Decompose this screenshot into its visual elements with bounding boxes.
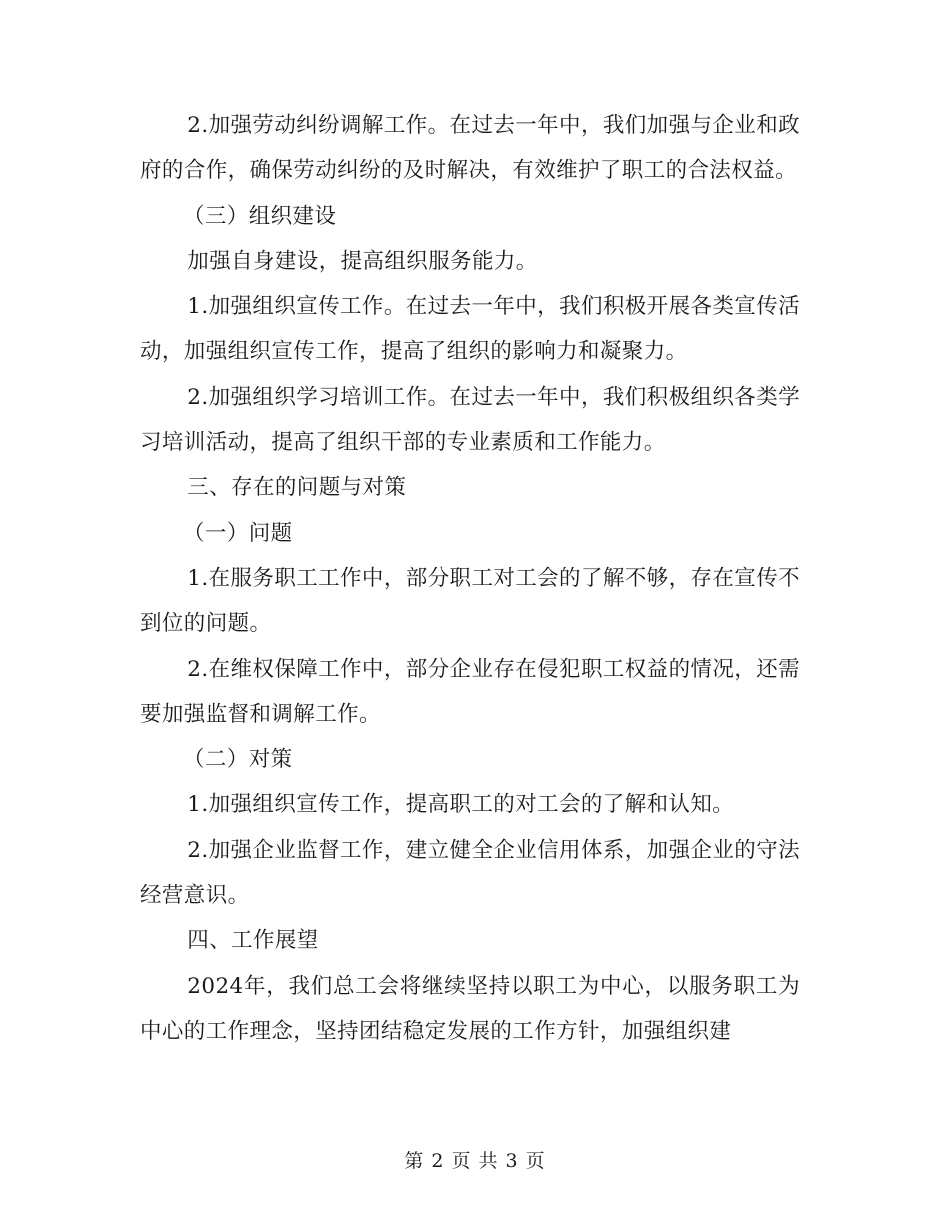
section-heading-problems: 三、存在的问题与对策 (187, 475, 407, 501)
paragraph-self-building: 加强自身建设，提高组织服务能力。 (187, 248, 538, 274)
paragraph-outlook: 2024年，我们总工会将继续坚持以职工为中心，以服务职工为中心的工作理念，坚持团结稳定发展的工作方针，加强组织建 (140, 973, 800, 1044)
paragraph-measure-1: 1.加强组织宣传工作，提高职工的对工会的了解和认知。 (187, 792, 735, 818)
section-heading-organization: （三）组织建设 (183, 203, 337, 229)
subheading-problems: （一）问题 (183, 520, 293, 546)
paragraph-problem-1: 1.在服务职工工作中，部分职工对工会的了解不够，存在宣传不到位的问题。 (140, 565, 800, 637)
paragraph-publicity: 1.加强组织宣传工作。在过去一年中，我们积极开展各类宣传活动，加强组织宣传工作，提高了组织的影响力和凝聚力。 (140, 294, 800, 365)
paragraph-measure-2: 2.加强企业监督工作，建立健全企业信用体系，加强企业的守法经营意识。 (140, 837, 800, 909)
section-heading-outlook: 四、工作展望 (187, 928, 319, 954)
paragraph-problem-2: 2.在维权保障工作中，部分企业存在侵犯职工权益的情况，还需要加强监督和调解工作。 (140, 656, 800, 727)
paragraph-training: 2.加强组织学习培训工作。在过去一年中，我们积极组织各类学习培训活动，提高了组织干部的专业素质和工作能力。 (140, 384, 800, 456)
paragraph-labor-dispute: 2.加强劳动纠纷调解工作。在过去一年中，我们加强与企业和政府的合作，确保劳动纠纷的及时解决，有效维护了职工的合法权益。 (140, 113, 800, 184)
document-body (140, 103, 800, 1054)
page-footer: 第 2 页 共 3 页 (404, 1150, 546, 1172)
subheading-measures: （二）对策 (183, 747, 293, 773)
